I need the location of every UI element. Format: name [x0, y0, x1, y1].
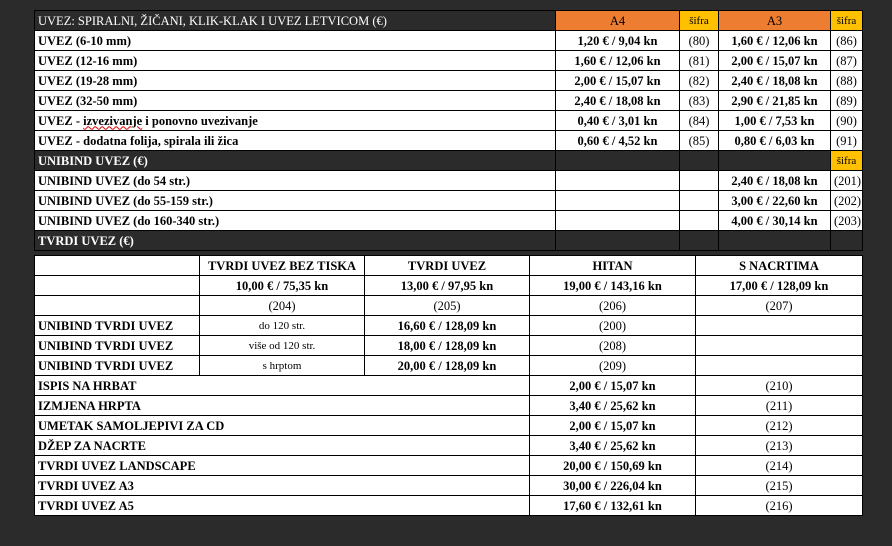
row-label: UNIBIND TVRDI UVEZ: [35, 356, 200, 376]
table-row: [35, 336, 863, 356]
row-label: UNIBIND UVEZ (do 160-340 str.): [35, 211, 556, 231]
blank-cell: [35, 256, 200, 276]
code-a4: (81): [680, 51, 719, 71]
code-cell: (210): [696, 376, 863, 396]
blank-cell: [831, 231, 863, 251]
code-a4: (83): [680, 91, 719, 111]
price-table-hardcover: [34, 255, 863, 516]
code-a3: (90): [831, 111, 863, 131]
code-a3: (86): [831, 31, 863, 51]
col-header: HITAN: [530, 256, 696, 276]
code-cell: (211): [696, 396, 863, 416]
section1-title: UVEZ: SPIRALNI, ŽIČANI, KLIK-KLAK I UVEZ LETVICOM (€): [35, 11, 556, 31]
table-row: [35, 91, 863, 111]
code-cell: (209): [530, 356, 696, 376]
blank-cell: [556, 211, 680, 231]
price-a4: 2,00 € / 15,07 kn: [556, 71, 680, 91]
table-row: [35, 376, 863, 396]
blank-cell: [696, 356, 863, 376]
price-a4: 0,60 € / 4,52 kn: [556, 131, 680, 151]
price-a4: 1,20 € / 9,04 kn: [556, 31, 680, 51]
row-label: [35, 111, 556, 131]
code-a4: (82): [680, 71, 719, 91]
table-row: [35, 456, 863, 476]
blank-cell: [556, 191, 680, 211]
col-header: TVRDI UVEZ: [365, 256, 530, 276]
price-cell: 2,00 € / 15,07 kn: [530, 416, 696, 436]
row-label: UNIBIND UVEZ (do 54 str.): [35, 171, 556, 191]
row-label: TVRDI UVEZ A5: [35, 496, 530, 516]
code-a3: (88): [831, 71, 863, 91]
col-sifra-header: šifra: [831, 151, 863, 171]
price-a3: 2,00 € / 15,07 kn: [719, 51, 831, 71]
price-cell: 3,40 € / 25,62 kn: [530, 436, 696, 456]
row-label-part: i ponovno uvezivanje: [142, 113, 258, 128]
col-header: TVRDI UVEZ BEZ TISKA: [200, 256, 365, 276]
code-a4: (85): [680, 131, 719, 151]
row-label: UVEZ (19-28 mm): [35, 71, 556, 91]
blank-cell: [719, 231, 831, 251]
price-a4: 1,60 € / 12,06 kn: [556, 51, 680, 71]
row-label: ISPIS NA HRBAT: [35, 376, 530, 396]
row-label-misspelled: izvezivanje: [83, 113, 143, 128]
hardcover-header-row: [35, 256, 863, 276]
row-label: UNIBIND UVEZ (do 55-159 str.): [35, 191, 556, 211]
code-a3: (201): [831, 171, 863, 191]
blank-cell: [680, 171, 719, 191]
table-row: [35, 396, 863, 416]
code-cell: (208): [530, 336, 696, 356]
code-cell: (207): [696, 296, 863, 316]
price-a3: 2,90 € / 21,85 kn: [719, 91, 831, 111]
row-desc: do 120 str.: [200, 316, 365, 336]
price-cell: 10,00 € / 75,35 kn: [200, 276, 365, 296]
blank-cell: [719, 151, 831, 171]
price-cell: 17,00 € / 128,09 kn: [696, 276, 863, 296]
row-label: UVEZ - dodatna folija, spirala ili žica: [35, 131, 556, 151]
row-label-part: UVEZ -: [38, 113, 84, 128]
col-sifra-header: šifra: [680, 11, 719, 31]
row-label: UMETAK SAMOLJEPIVI ZA CD: [35, 416, 530, 436]
code-cell: (214): [696, 456, 863, 476]
price-a3: 0,80 € / 6,03 kn: [719, 131, 831, 151]
code-cell: (204): [200, 296, 365, 316]
row-label: TVRDI UVEZ LANDSCAPE: [35, 456, 530, 476]
row-label: DŽEP ZA NACRTE: [35, 436, 530, 456]
table-row: [35, 316, 863, 336]
section3-header: [35, 231, 863, 251]
code-cell: (215): [696, 476, 863, 496]
code-a4: (80): [680, 31, 719, 51]
table-row: [35, 131, 863, 151]
section2-title: UNIBIND UVEZ (€): [35, 151, 556, 171]
table-row: [35, 436, 863, 456]
row-label: UNIBIND TVRDI UVEZ: [35, 336, 200, 356]
code-cell: (216): [696, 496, 863, 516]
blank-cell: [556, 231, 680, 251]
table-row: [35, 476, 863, 496]
code-a3: (87): [831, 51, 863, 71]
col-a4-header: A4: [556, 11, 680, 31]
blank-cell: [35, 296, 200, 316]
price-cell: 20,00 € / 128,09 kn: [365, 356, 530, 376]
code-cell: (206): [530, 296, 696, 316]
price-cell: 18,00 € / 128,09 kn: [365, 336, 530, 356]
table-row: [35, 356, 863, 376]
blank-cell: [556, 151, 680, 171]
table-row: [35, 496, 863, 516]
table-row: [35, 416, 863, 436]
row-label: TVRDI UVEZ A3: [35, 476, 530, 496]
row-label: UVEZ (12-16 mm): [35, 51, 556, 71]
price-cell: 30,00 € / 226,04 kn: [530, 476, 696, 496]
table-row: [35, 111, 863, 131]
blank-cell: [680, 151, 719, 171]
price-a4: 0,40 € / 3,01 kn: [556, 111, 680, 131]
row-label: UVEZ (32-50 mm): [35, 91, 556, 111]
hardcover-code-row: [35, 296, 863, 316]
price-cell: 2,00 € / 15,07 kn: [530, 376, 696, 396]
section2-header: [35, 151, 863, 171]
code-cell: (205): [365, 296, 530, 316]
price-cell: 17,60 € / 132,61 kn: [530, 496, 696, 516]
price-a3: 2,40 € / 18,08 kn: [719, 171, 831, 191]
row-desc: s hrptom: [200, 356, 365, 376]
blank-cell: [696, 316, 863, 336]
code-a3: (202): [831, 191, 863, 211]
code-a3: (89): [831, 91, 863, 111]
price-a3: 2,40 € / 18,08 kn: [719, 71, 831, 91]
price-cell: 16,60 € / 128,09 kn: [365, 316, 530, 336]
col-a3-header: A3: [719, 11, 831, 31]
code-cell: (200): [530, 316, 696, 336]
row-desc: više od 120 str.: [200, 336, 365, 356]
row-label: IZMJENA HRPTA: [35, 396, 530, 416]
price-a3: 3,00 € / 22,60 kn: [719, 191, 831, 211]
table-row: [35, 31, 863, 51]
table-row: [35, 211, 863, 231]
blank-cell: [680, 191, 719, 211]
price-table-top: [34, 10, 863, 251]
price-a4: 2,40 € / 18,08 kn: [556, 91, 680, 111]
price-a3: 4,00 € / 30,14 kn: [719, 211, 831, 231]
blank-cell: [556, 171, 680, 191]
price-cell: 13,00 € / 97,95 kn: [365, 276, 530, 296]
price-a3: 1,00 € / 7,53 kn: [719, 111, 831, 131]
blank-cell: [35, 276, 200, 296]
section3-title: TVRDI UVEZ (€): [35, 231, 556, 251]
price-cell: 19,00 € / 143,16 kn: [530, 276, 696, 296]
table-row: [35, 51, 863, 71]
code-a4: (84): [680, 111, 719, 131]
row-label: UNIBIND TVRDI UVEZ: [35, 316, 200, 336]
table-row: [35, 171, 863, 191]
price-a3: 1,60 € / 12,06 kn: [719, 31, 831, 51]
col-sifra-header: šifra: [831, 11, 863, 31]
blank-cell: [696, 336, 863, 356]
price-cell: 20,00 € / 150,69 kn: [530, 456, 696, 476]
code-cell: (213): [696, 436, 863, 456]
col-header: S NACRTIMA: [696, 256, 863, 276]
section1-header: [35, 11, 863, 31]
price-cell: 3,40 € / 25,62 kn: [530, 396, 696, 416]
code-a3: (203): [831, 211, 863, 231]
code-cell: (212): [696, 416, 863, 436]
blank-cell: [680, 211, 719, 231]
table-row: [35, 71, 863, 91]
blank-cell: [680, 231, 719, 251]
row-label: UVEZ (6-10 mm): [35, 31, 556, 51]
code-a3: (91): [831, 131, 863, 151]
hardcover-price-row: [35, 276, 863, 296]
table-row: [35, 191, 863, 211]
